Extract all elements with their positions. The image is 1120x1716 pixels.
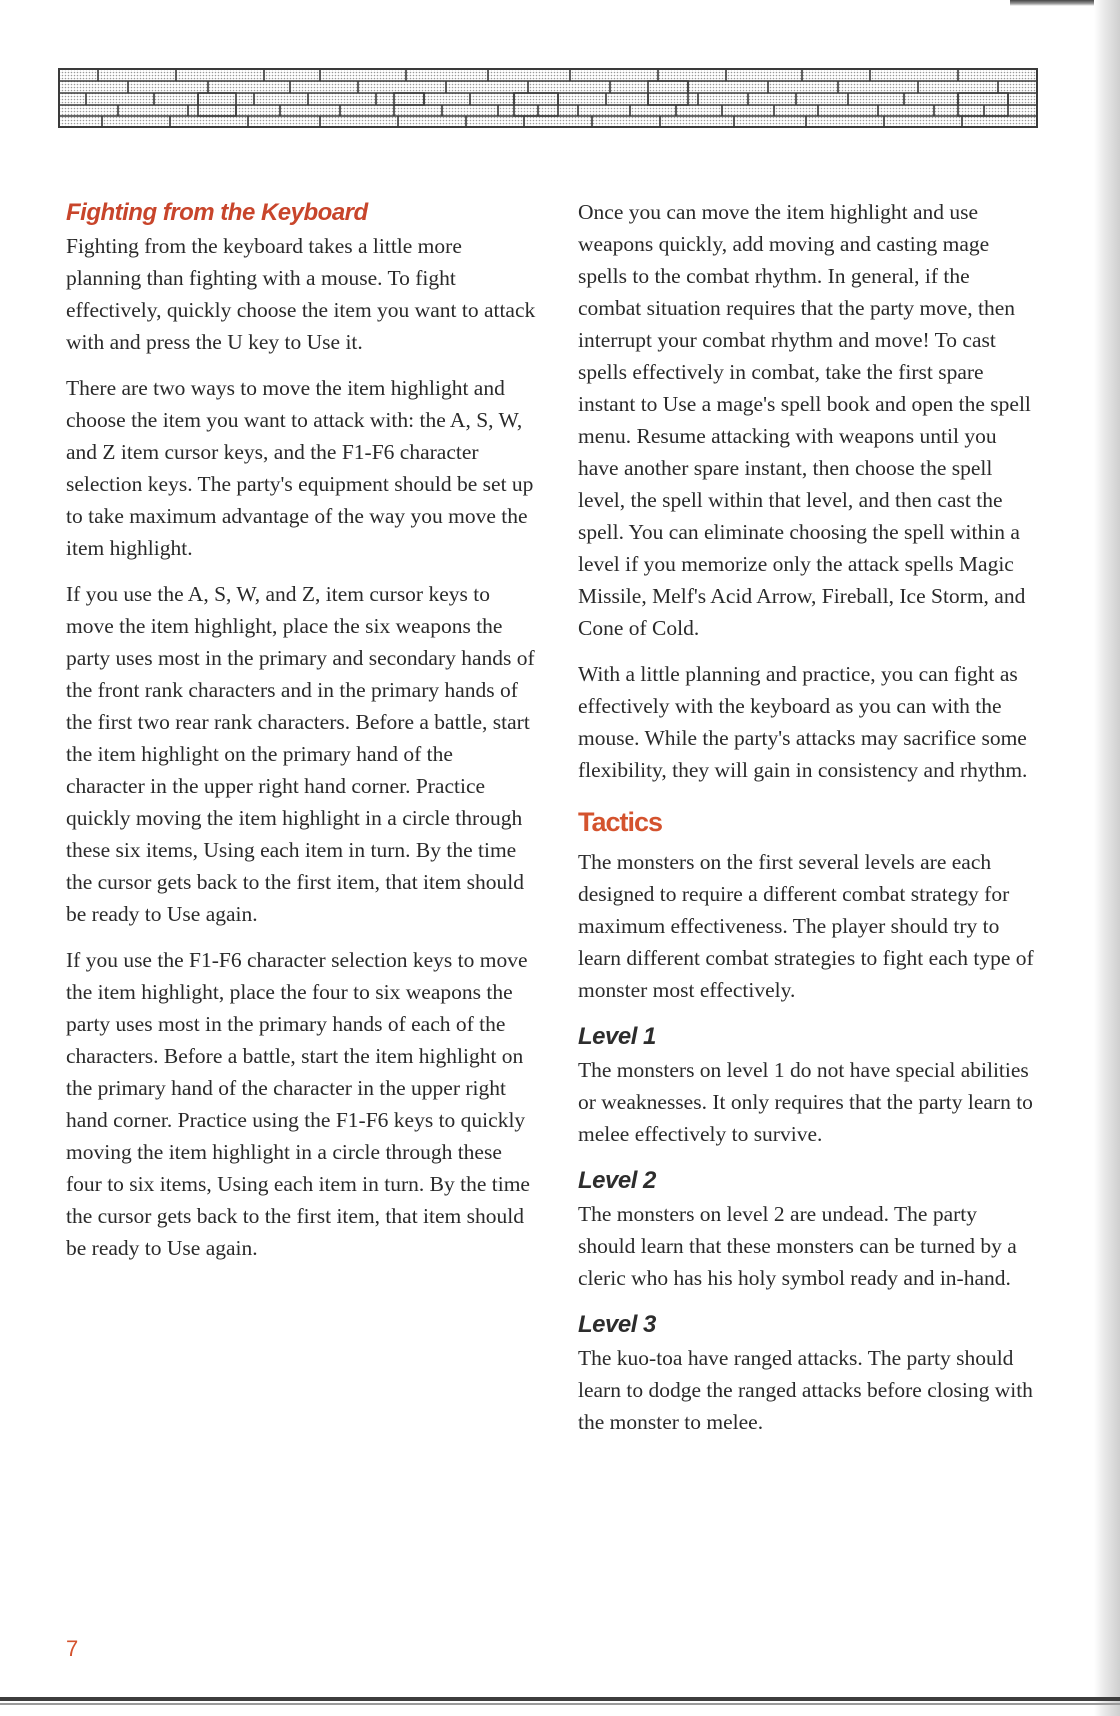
left-column xyxy=(66,196,536,1278)
heading-tactics: Tactics xyxy=(578,807,663,837)
heading-level-1: Level 1 xyxy=(578,1023,656,1050)
scan-edge-right xyxy=(1094,0,1120,1716)
paragraph: The monsters on the first several levels are each designed to require a different combat strategy for maximum effectiveness. The player should try to learn different combat strategies to fight each type of monster most effectively. xyxy=(578,850,1034,1002)
paragraph: If you use the F1-F6 character selection keys to move the item highlight, place the four to six weapons the party uses most in the primary hands of each of the characters. Before a battle, start the item highlight on the primary hand of the character in the upper right hand corner. Practice using the F1-F6 keys to quickly moving the item highlight in a circle through these four to six items, Using each item in turn. By the time the cursor gets back to the first item, that item should be ready to Use again. xyxy=(66,948,530,1260)
heading-level-2: Level 2 xyxy=(578,1167,656,1194)
stone-brick-banner xyxy=(58,68,1038,128)
heading-level-3: Level 3 xyxy=(578,1311,656,1338)
right-column xyxy=(578,196,1038,1452)
paragraph: With a little planning and practice, you can fight as effectively with the keyboard as you can with the mouse. While the party's attacks may sacrifice some flexibility, they will gain in consistency and rhythm. xyxy=(578,662,1028,782)
paragraph: There are two ways to move the item highlight and choose the item you want to attack with: the A, S, W, and Z item cursor keys, and the F1-F6 character selection keys. The party's equipment should be set up to take maximum advantage of the way you move the item highlight. xyxy=(66,376,534,560)
paragraph: Fighting from the keyboard takes a little more planning than fighting with a mouse. To fight effectively, quickly choose the item you want to attack with and press the U key to Use it. xyxy=(66,234,536,354)
paragraph: The monsters on level 1 do not have special abilities or weaknesses. It only requires that the party learn to melee effectively to survive. xyxy=(578,1058,1033,1146)
paragraph: The monsters on level 2 are undead. The party should learn that these monsters can be turned by a cleric who has his holy symbol ready and in-hand. xyxy=(578,1202,1017,1290)
paragraph: The kuo-toa have ranged attacks. The party should learn to dodge the ranged attacks before closing with the monster to melee. xyxy=(578,1346,1033,1434)
scan-edge-bottom-shadow xyxy=(0,1703,1120,1705)
page-number: 7 xyxy=(66,1636,79,1661)
scan-edge-bottom xyxy=(0,1697,1120,1701)
paragraph: If you use the A, S, W, and Z, item cursor keys to move the item highlight, place the six weapons the party uses most in the primary and secondary hands of the front rank characters and in the primary hands of the first two rear rank characters. Before a battle, start the item highlight on the primary hand of the character in the upper right hand corner. Practice quickly moving the item highlight in a circle through these six items, Using each item in turn. By the time the cursor gets back to the first item, that item should be ready to Use again. xyxy=(66,582,535,926)
paragraph: Once you can move the item highlight and use weapons quickly, add moving and casting mage spells to the combat rhythm. In general, if the combat situation requires that the party move, then interrupt your combat rhythm and move! To cast spells effectively in combat, take the first spare instant to Use a mage's spell book and open the spell menu. Resume attacking with weapons until you have another spare instant, then choose the spell level, the spell within that level, and then cast the spell. You can eliminate choosing the spell within a level if you memorize only the attack spells Magic Missile, Melf's Acid Arrow, Fireball, Ice Storm, and Cone of Cold. xyxy=(578,200,1031,640)
heading-fighting-keyboard: Fighting from the Keyboard xyxy=(66,199,368,226)
